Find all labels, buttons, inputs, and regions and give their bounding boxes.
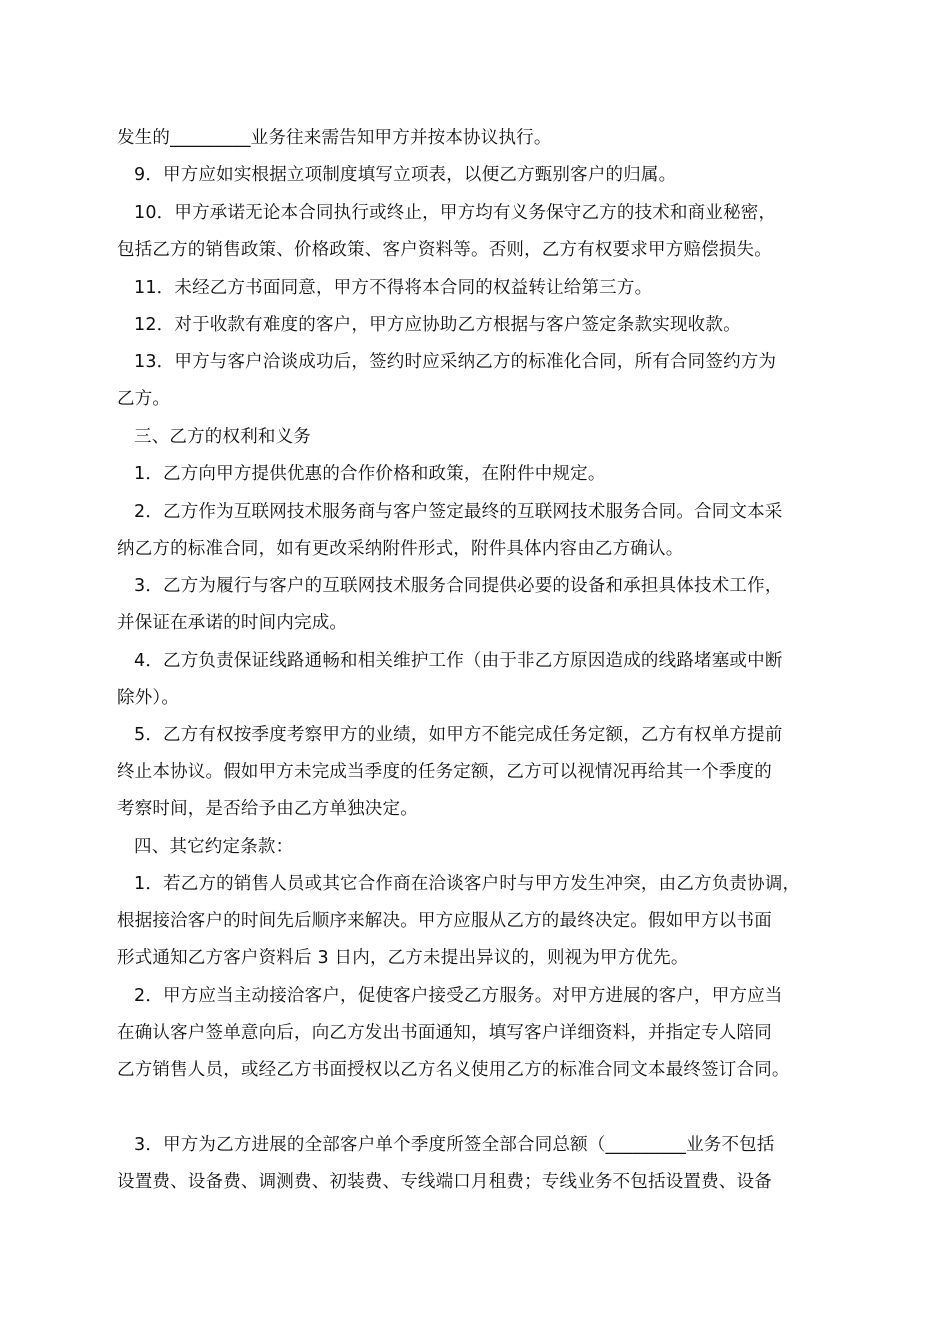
clause-item: 3．乙方为履行与客户的互联网技术服务合同提供必要的设备和承担具体技术工作，: [134, 576, 783, 596]
clause-item: 5．乙方有权按季度考察甲方的业绩，如甲方不能完成任务定额，乙方有权单方提前: [134, 725, 783, 745]
section-heading: 四、其它约定条款：: [134, 837, 294, 857]
text-line: 设置费、设备费、调测费、初装费、专线端口月租费；专线业务不包括设置费、设备: [117, 1172, 772, 1192]
text-line: 并保证在承诺的时间内完成。: [117, 613, 348, 633]
text-line: 根据接洽客户的时间先后顺序来解决。甲方应服从乙方的最终决定。假如甲方以书面: [117, 911, 772, 931]
text-line: 在确认客户签单意向后，向乙方发出书面通知，填写客户详细资料，并指定专人陪同: [117, 1023, 772, 1043]
clause-item: 9．甲方应如实根据立项制度填写立项表，以便乙方甄别客户的归属。: [134, 165, 677, 185]
text-line: 考察时间，是否给予由乙方单独决定。: [117, 799, 418, 819]
text-line: 形式通知乙方客户资料后 3 日内，乙方未提出异议的，则视为甲方优先。: [117, 948, 689, 968]
clause-item: 1．乙方向甲方提供优惠的合作价格和政策，在附件中规定。: [134, 464, 606, 484]
text-line: 乙方销售人员，或经乙方书面授权以乙方名义使用乙方的标准合同文本最终签订合同。: [117, 1060, 790, 1080]
text-line: 乙方。: [117, 389, 171, 409]
clause-item: 10．甲方承诺无论本合同执行或终止，甲方均有义务保守乙方的技术和商业秘密，: [134, 203, 777, 223]
section-heading: 三、乙方的权利和义务: [134, 427, 311, 447]
clause-item: 3．甲方为乙方进展的全部客户单个季度所签全部合同总额（_________业务不包括: [134, 1135, 775, 1155]
clause-item: 11．未经乙方书面同意，甲方不得将本合同的权益转让给第三方。: [134, 278, 653, 298]
clause-item: 12．对于收款有难度的客户，甲方应协助乙方根据与客户签定条款实现收款。: [134, 315, 741, 335]
text-line: 发生的_________业务往来需告知甲方并按本协议执行。: [117, 128, 552, 148]
text-line: 除外）。: [117, 688, 180, 708]
clause-item: 4．乙方负责保证线路通畅和相关维护工作（由于非乙方原因造成的线路堵塞或中断: [134, 651, 783, 671]
clause-item: 13．甲方与客户洽谈成功后，签约时应采纳乙方的标准化合同，所有合同签约方为: [134, 352, 777, 372]
clause-item: 2．乙方作为互联网技术服务商与客户签定最终的互联网技术服务合同。合同文本采: [134, 502, 783, 522]
clause-item: 1．若乙方的销售人员或其它合作商在洽谈客户时与甲方发生冲突，由乙方负责协调，: [134, 874, 801, 894]
clause-item: 2．甲方应当主动接洽客户，促使客户接受乙方服务。对甲方进展的客户，甲方应当: [134, 986, 783, 1006]
text-line: 终止本协议。假如甲方未完成当季度的任务定额，乙方可以视情况再给其一个季度的: [117, 762, 772, 782]
text-line: 包括乙方的销售政策、价格政策、客户资料等。否则，乙方有权要求甲方赔偿损失。: [117, 240, 772, 260]
text-line: 纳乙方的标准合同，如有更改采纳附件形式，附件具体内容由乙方确认。: [117, 539, 684, 559]
